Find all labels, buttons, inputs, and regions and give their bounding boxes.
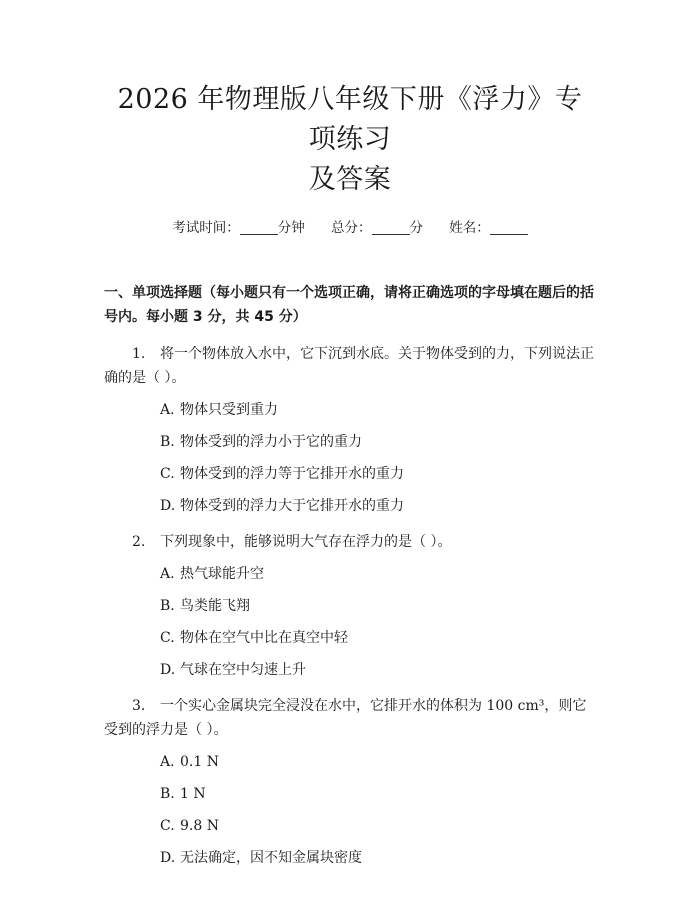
- option-text: 物体只受到重力: [180, 402, 278, 418]
- exam-time-field: [172, 218, 305, 238]
- question-number: 1.: [132, 346, 146, 362]
- option-letter: B.: [160, 598, 175, 614]
- option-letter: D.: [160, 662, 176, 678]
- option-list: [104, 751, 596, 869]
- title-line-1: 2026 年物理版八年级下册《浮力》专项练习: [117, 84, 583, 155]
- option-text: 0.1 N: [180, 754, 219, 770]
- title-line-2: 及答案: [308, 164, 392, 195]
- option-letter: A.: [160, 402, 175, 418]
- question-stem: [104, 694, 596, 742]
- option-b: [104, 595, 596, 617]
- option-text: 无法确定，因不知金属块密度: [180, 850, 362, 866]
- student-name-blank[interactable]: [490, 220, 528, 235]
- total-score-label: 总分：: [331, 220, 372, 236]
- question-text: 下列现象中，能够说明大气存在浮力的是（ ）。: [160, 534, 452, 550]
- question-3: [104, 694, 596, 869]
- option-text: 物体受到的浮力小于它的重力: [180, 434, 362, 450]
- option-letter: C.: [160, 466, 175, 482]
- option-b: [104, 431, 596, 453]
- option-text: 1 N: [180, 786, 206, 802]
- student-name-field: [449, 218, 528, 238]
- option-letter: C.: [160, 818, 175, 834]
- total-score-blank[interactable]: [372, 220, 410, 235]
- option-text: 热气球能升空: [180, 566, 264, 582]
- option-text: 物体受到的浮力等于它排开水的重力: [180, 466, 404, 482]
- option-letter: A.: [160, 754, 175, 770]
- question-2: [104, 530, 596, 681]
- option-a: [104, 751, 596, 773]
- option-letter: D.: [160, 850, 176, 866]
- option-d: [104, 847, 596, 869]
- question-number: 3.: [132, 698, 146, 714]
- option-letter: D.: [160, 498, 176, 514]
- option-text: 物体受到的浮力大于它排开水的重力: [180, 498, 404, 514]
- student-name-label: 姓名：: [449, 220, 490, 236]
- exam-time-unit: 分钟: [277, 220, 305, 236]
- total-score-unit: 分: [409, 220, 423, 236]
- question-text: 一个实心金属块完全浸没在水中，它排开水的体积为 100 cm³，则它受到的浮力是（ ）。: [104, 698, 587, 738]
- option-letter: B.: [160, 434, 175, 450]
- option-d: [104, 495, 596, 517]
- exam-time-label: 考试时间：: [172, 220, 240, 236]
- option-c: [104, 463, 596, 485]
- option-list: [104, 563, 596, 681]
- option-text: 鸟类能飞翔: [180, 598, 250, 614]
- option-letter: A.: [160, 566, 175, 582]
- document-title: [104, 0, 596, 200]
- option-text: 气球在空中匀速上升: [180, 662, 306, 678]
- question-stem: [104, 530, 596, 554]
- total-score-field: [331, 218, 423, 238]
- option-a: [104, 563, 596, 585]
- exam-info-bar: [104, 218, 596, 238]
- option-text: 物体在空气中比在真空中轻: [180, 630, 348, 646]
- option-c: [104, 627, 596, 649]
- question-text: 将一个物体放入水中，它下沉到水底。关于物体受到的力，下列说法正确的是（ ）。: [104, 346, 594, 386]
- section-heading-single-choice: 一、单项选择题（每小题只有一个选项正确，请将正确选项的字母填在题后的括号内。每小题 3 分，共 45 分）: [104, 285, 594, 325]
- option-a: [104, 399, 596, 421]
- question-1: [104, 342, 596, 517]
- exam-time-blank[interactable]: [240, 220, 278, 235]
- option-c: [104, 815, 596, 837]
- option-text: 9.8 N: [180, 818, 219, 834]
- option-letter: B.: [160, 786, 175, 802]
- option-list: [104, 399, 596, 517]
- option-letter: C.: [160, 630, 175, 646]
- question-stem: [104, 342, 596, 390]
- option-b: [104, 783, 596, 805]
- option-d: [104, 659, 596, 681]
- question-number: 2.: [132, 534, 146, 550]
